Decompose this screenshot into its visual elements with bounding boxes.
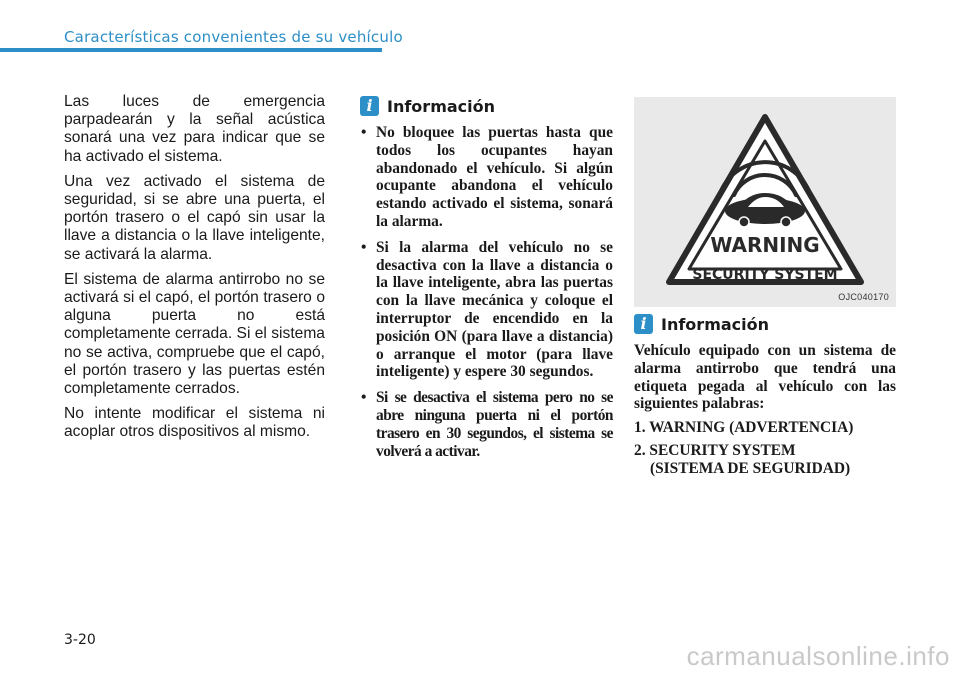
info-heading xyxy=(634,314,769,334)
info-bullet: • Si la alarma del vehículo no se desactiva con la llave a distancia o la llave inteligente, abra las puertas con la llave mecánica y coloque el interruptor de encendido en la posición ON (para llave a distancia) o arranque el motor (para llave inteligente) y espere 30 segundos. xyxy=(360,239,613,381)
info-heading xyxy=(360,96,495,116)
list-item-sub: (SISTEMA DE SEGURIDAD) xyxy=(650,459,851,477)
info-icon: i xyxy=(360,96,379,116)
info-box-2 xyxy=(634,342,896,483)
info-intro: Vehículo equipado con un sistema de alarma antirrobo que tendrá una etiqueta pegada al vehículo con las siguientes palabras: xyxy=(634,342,896,413)
warning-triangle-icon xyxy=(634,97,896,307)
figure-code: OJC040170 xyxy=(838,292,889,302)
paragraph: El sistema de alarma antirrobo no se activará si el capó, el portón trasero o alguna puerta no está completamente cerrada. Si el sistema no se activa, compruebe que el capó, el portón trasero y las puertas estén completamente cerrados. xyxy=(64,270,325,398)
info-title: Información xyxy=(387,96,496,116)
info-icon: i xyxy=(634,314,653,334)
warning-label-text: WARNING xyxy=(710,233,820,257)
info-bullet: • Si se desactiva el sistema pero no se abre ninguna puerta ni el portón trasero en 30 segundos, el sistema se volverá a activar. xyxy=(360,389,613,460)
section-title: Características convenientes de su vehículo xyxy=(64,28,403,46)
body-text-column xyxy=(64,93,325,449)
info-box-1 xyxy=(360,124,613,468)
list-item xyxy=(634,419,896,437)
watermark: carmanualsonline.info xyxy=(686,641,950,671)
paragraph: Las luces de emergencia parpadearán y la señal acústica sonará una vez para indicar que se ha activado el sistema. xyxy=(64,93,325,165)
security-system-label-text: SECURITY SYSTEM xyxy=(692,267,838,283)
paragraph: Una vez activado el sistema de seguridad, si se abre una puerta, el portón trasero o el capó sin usar la llave a distancia o la llave inteligente, se activará la alarma. xyxy=(64,172,325,263)
page-number: 3-20 xyxy=(64,632,96,648)
list-item-main: 2. SECURITY SYSTEM xyxy=(634,441,796,459)
list-item-main: 1. WARNING (ADVERTENCIA) xyxy=(634,419,854,437)
info-title: Información xyxy=(661,314,770,334)
section-title-rule xyxy=(0,48,382,52)
list-item xyxy=(634,442,896,478)
info-bullet: • No bloquee las puertas hasta que todos los ocupantes hayan abandonado el vehículo. Si algún ocupante abandona el vehículo estando activado el sistema, sonará la alarma. xyxy=(360,124,613,231)
security-label-figure xyxy=(634,97,896,307)
paragraph: No intente modificar el sistema ni acoplar otros dispositivos al mismo. xyxy=(64,405,325,441)
